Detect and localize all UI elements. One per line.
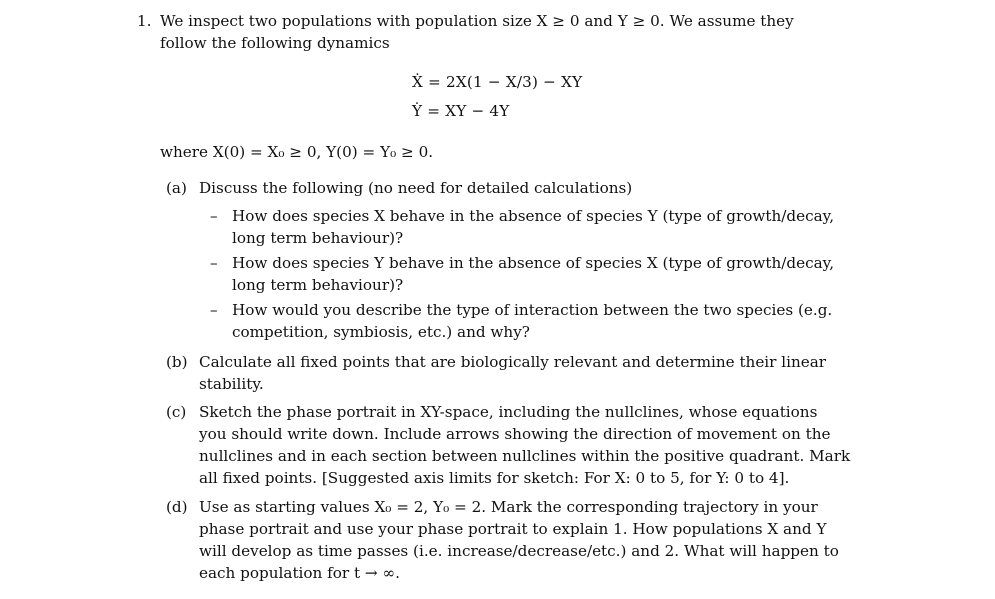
part-d-line-3: will develop as time passes (i.e. increase/decrease/etc.) and 2. What will happen to [199, 542, 839, 560]
part-d-line-1: Use as starting values X₀ = 2, Y₀ = 2. Mark the corresponding trajectory in your [199, 498, 818, 516]
part-c-label: (c) [166, 403, 187, 421]
part-c-line-2: you should write down. Include arrows showing the direction of movement on the [199, 425, 831, 443]
bullet-2-line-1: How does species Y behave in the absence of species X (type of growth/decay, [232, 254, 835, 272]
bullet-dash: – [210, 207, 218, 225]
part-d-label: (d) [166, 498, 188, 516]
bullet-dash: – [210, 254, 218, 272]
initial-conditions: where X(0) = X₀ ≥ 0, Y(0) = Y₀ ≥ 0. [160, 143, 434, 161]
part-b-line-1: Calculate all fixed points that are biologically relevant and determine their linear [199, 353, 827, 371]
equation-x-dot: Ẋ = 2X(1 − X/3) − XY [412, 73, 583, 91]
equation-y-dot: Ẏ = XY − 4Y [412, 102, 510, 120]
bullet-3-line-1: How would you describe the type of interaction between the two species (e.g. [232, 301, 833, 319]
part-a-text: Discuss the following (no need for detailed calculations) [199, 179, 633, 197]
bullet-3-line-2: competition, symbiosis, etc.) and why? [232, 323, 530, 341]
part-c-line-3: nullclines and in each section between nullclines within the positive quadrant. Mark [199, 447, 851, 465]
part-c-line-4: all fixed points. [Suggested axis limits for sketch: For X: 0 to 5, for Y: 0 to 4]. [199, 469, 790, 487]
part-c-line-1: Sketch the phase portrait in XY-space, including the nullclines, whose equations [199, 403, 818, 421]
part-b-line-2: stability. [199, 375, 264, 393]
bullet-2-line-2: long term behaviour)? [232, 276, 404, 294]
bullet-dash: – [210, 301, 218, 319]
part-b-label: (b) [166, 353, 188, 371]
problem-number: 1. [137, 12, 152, 30]
part-d-line-4: each population for t → ∞. [199, 564, 400, 582]
bullet-1-line-2: long term behaviour)? [232, 229, 404, 247]
part-a-label: (a) [166, 179, 187, 197]
bullet-1-line-1: How does species X behave in the absence of species Y (type of growth/decay, [232, 207, 835, 225]
intro-line-2: follow the following dynamics [160, 34, 390, 52]
part-d-line-2: phase portrait and use your phase portrait to explain 1. How populations X and Y [199, 520, 827, 538]
intro-line-1: We inspect two populations with population size X ≥ 0 and Y ≥ 0. We assume they [160, 12, 794, 30]
